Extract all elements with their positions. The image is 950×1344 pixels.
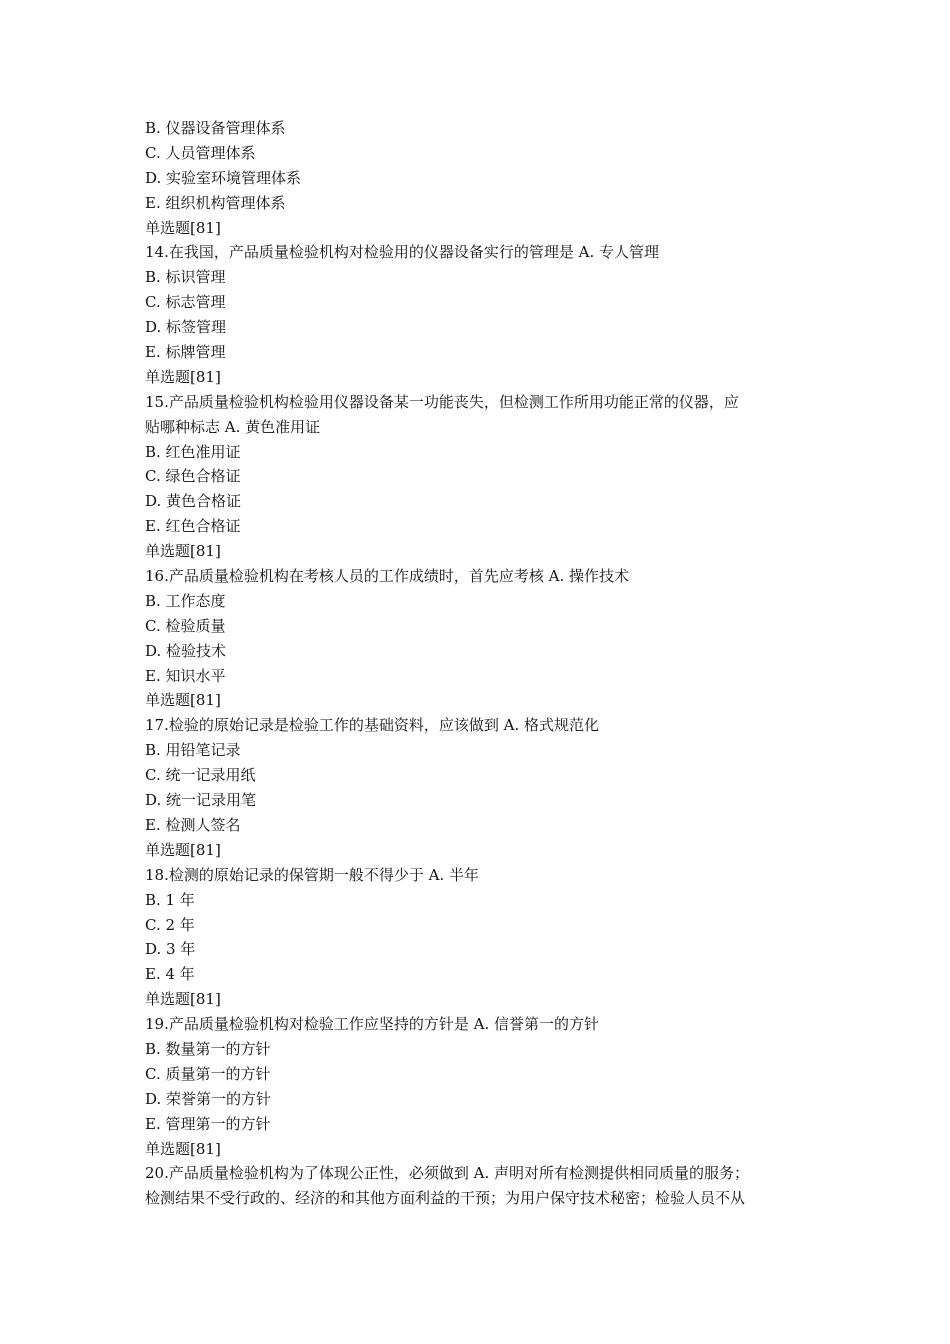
- text-line: 17.检验的原始记录是检验工作的基础资料，应该做到 A. 格式规范化: [145, 716, 599, 735]
- text-line: D. 检验技术: [145, 641, 227, 660]
- text-line: B. 工作态度: [145, 591, 226, 610]
- text-line: 19.产品质量检验机构对检验工作应坚持的方针是 A. 信誉第一的方针: [145, 1015, 599, 1034]
- text-line: 单选题[81]: [145, 367, 221, 386]
- text-line: 14.在我国，产品质量检验机构对检验用的仪器设备实行的管理是 A. 专人管理: [145, 243, 659, 262]
- text-line: D. 3 年: [145, 940, 196, 959]
- text-line: B. 仪器设备管理体系: [145, 119, 286, 137]
- text-line: 单选题[81]: [145, 840, 221, 859]
- text-line: E. 管理第一的方针: [145, 1114, 271, 1133]
- text-line: E. 标牌管理: [145, 343, 226, 362]
- text-line: D. 统一记录用笔: [145, 791, 257, 810]
- text-line: 单选题[81]: [145, 1139, 221, 1158]
- text-line: 16.产品质量检验机构在考核人员的工作成绩时，首先应考核 A. 操作技术: [145, 567, 629, 586]
- text-line: C. 标志管理: [145, 293, 226, 312]
- text-line: C. 2 年: [145, 915, 195, 934]
- text-line: D. 实验室环境管理体系: [145, 168, 302, 187]
- document-body: [145, 116, 815, 1211]
- text-line: C. 检验质量: [145, 616, 226, 635]
- text-line: E. 4 年: [145, 965, 195, 984]
- text-line: E. 检测人签名: [145, 815, 241, 834]
- text-line: 检测结果不受行政的、经济的和其他方面利益的干预；为用户保守技术秘密；检验人员不从: [145, 1189, 746, 1208]
- text-line: B. 1 年: [145, 890, 195, 909]
- text-line: D. 黄色合格证: [145, 492, 242, 511]
- text-line: 15.产品质量检验机构检验用仪器设备某一功能丧失，但检测工作所用功能正常的仪器，应: [145, 392, 739, 411]
- text-line: C. 人员管理体系: [145, 143, 256, 162]
- text-line: 单选题[81]: [145, 218, 221, 237]
- text-line: 单选题[81]: [145, 542, 221, 561]
- text-line: C. 绿色合格证: [145, 467, 241, 486]
- text-line: 20.产品质量检验机构为了体现公正性，必须做到 A. 声明对所有检测提供相同质量的服务；: [145, 1164, 749, 1183]
- text-line: B. 红色准用证: [145, 442, 241, 461]
- text-line: B. 用铅笔记录: [145, 741, 241, 760]
- text-line: 单选题[81]: [145, 691, 221, 710]
- text-line: D. 荣誉第一的方针: [145, 1089, 272, 1108]
- text-line: B. 数量第一的方针: [145, 1039, 271, 1058]
- text-line: C. 统一记录用纸: [145, 766, 256, 785]
- text-line: 单选题[81]: [145, 990, 221, 1009]
- text-line: E. 组织机构管理体系: [145, 193, 286, 212]
- text-line: B. 标识管理: [145, 268, 226, 287]
- text-line: C. 质量第一的方针: [145, 1064, 271, 1083]
- text-line: 贴哪种标志 A. 黄色准用证: [145, 417, 321, 436]
- text-line: D. 标签管理: [145, 318, 227, 337]
- text-line: 18.检测的原始记录的保管期一般不得少于 A. 半年: [145, 865, 479, 884]
- text-line: E. 红色合格证: [145, 517, 241, 536]
- text-line: E. 知识水平: [145, 666, 226, 685]
